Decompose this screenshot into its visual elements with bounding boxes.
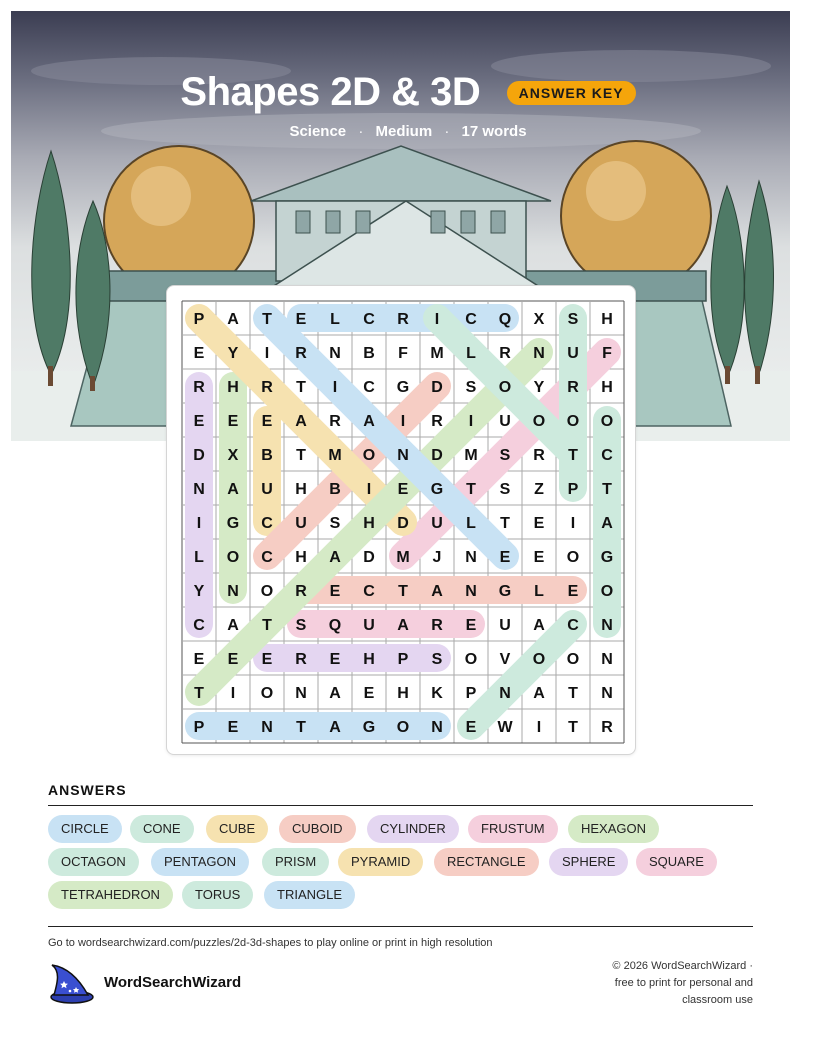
brand-name: WordSearchWizard (104, 974, 242, 991)
answer-chip-cone: CONE (130, 815, 194, 843)
grid-cell: M (430, 345, 444, 362)
grid-cell: H (295, 481, 307, 498)
word-count-label: 17 words (461, 123, 527, 140)
grid-cell: B (261, 447, 273, 464)
grid-cell: E (567, 583, 579, 600)
grid-cell: I (332, 379, 338, 396)
answer-chip-rectangle: RECTANGLE (434, 848, 539, 876)
grid-cell: C (363, 311, 375, 328)
grid-cell: D (363, 549, 375, 566)
grid-cell: O (260, 583, 274, 600)
grid-cell: U (499, 413, 511, 430)
grid-cell: G (226, 515, 240, 532)
grid-cell: J (432, 549, 442, 566)
grid-cell: N (499, 685, 511, 702)
grid-cell: I (468, 413, 474, 430)
grid-cell: A (431, 583, 443, 600)
answer-chip-sphere: SPHERE (549, 848, 628, 876)
grid-cell: T (194, 685, 204, 702)
grid-cell: T (568, 719, 578, 736)
grid-cell: B (363, 345, 375, 362)
grid-cell: G (498, 583, 512, 600)
grid-cell: R (431, 617, 443, 634)
grid-cell: X (533, 311, 545, 328)
grid-cell: M (328, 447, 342, 464)
grid-cell: N (295, 685, 307, 702)
answers-heading: ANSWERS (48, 782, 127, 798)
divider (48, 926, 753, 927)
copyright-line: free to print for personal and (614, 977, 753, 989)
grid-cell: O (498, 379, 512, 396)
grid-cell: A (227, 617, 239, 634)
grid-cell: N (601, 651, 613, 668)
divider (48, 805, 753, 806)
grid-cell: E (465, 617, 477, 634)
grid-cell: R (499, 345, 511, 362)
grid-cell: C (363, 583, 375, 600)
grid-cell: P (193, 311, 205, 328)
answer-chip-square: SQUARE (636, 848, 717, 876)
copyright-line: classroom use (682, 994, 753, 1006)
subject-label: Science (289, 123, 347, 140)
grid-cell: H (363, 651, 375, 668)
answer-chip-cube: CUBE (206, 815, 268, 843)
grid-cell: R (397, 311, 409, 328)
grid-cell: H (295, 549, 307, 566)
grid-cell: E (261, 651, 273, 668)
grid-cell: L (466, 345, 476, 362)
separator: · (444, 123, 450, 140)
grid-cell: O (566, 413, 580, 430)
grid-cell: E (295, 311, 307, 328)
grid-cell: R (261, 379, 273, 396)
grid-cell: U (567, 345, 579, 362)
grid-cell: N (465, 549, 477, 566)
grid-cell: P (567, 481, 579, 498)
grid-cell: O (566, 549, 580, 566)
grid-cell: T (296, 719, 306, 736)
grid-cell: A (329, 685, 341, 702)
grid-cell: E (363, 685, 375, 702)
grid-cell: E (397, 481, 409, 498)
grid-cell: T (500, 515, 510, 532)
grid-cell: T (602, 481, 612, 498)
grid-cell: X (227, 447, 239, 464)
grid-cell: G (600, 549, 614, 566)
grid-cell: H (363, 515, 375, 532)
grid-cell: R (295, 583, 307, 600)
grid-cell: I (366, 481, 372, 498)
separator: · (358, 123, 364, 140)
grid-cell: E (193, 345, 205, 362)
grid-cell: A (295, 413, 307, 430)
answer-key-badge: ANSWER KEY (507, 81, 636, 105)
title-row (0, 70, 816, 115)
answer-chip-pentagon: PENTAGON (151, 848, 249, 876)
grid-cell: U (295, 515, 307, 532)
grid-cell: P (397, 651, 409, 668)
grid-cell: H (397, 685, 409, 702)
grid-cell: U (499, 617, 511, 634)
grid-cell: A (227, 311, 239, 328)
grid-cell: I (536, 719, 542, 736)
grid-cell: E (227, 719, 239, 736)
grid-cell: O (600, 413, 614, 430)
grid-cell: H (601, 379, 613, 396)
grid-cell: H (601, 311, 613, 328)
grid-cell: N (465, 583, 477, 600)
page-title: Shapes 2D & 3D (180, 70, 481, 114)
grid-cell: A (363, 413, 375, 430)
grid-cell: N (601, 617, 613, 634)
grid-cell: R (533, 447, 545, 464)
grid-cell: N (193, 481, 205, 498)
answer-chip-octagon: OCTAGON (48, 848, 139, 876)
grid-cell: C (601, 447, 613, 464)
grid-cell: N (261, 719, 273, 736)
grid-cell: I (230, 685, 236, 702)
grid-cell: B (329, 481, 341, 498)
grid-cell: E (329, 583, 341, 600)
grid-cell: R (193, 379, 205, 396)
grid-cell: O (464, 651, 478, 668)
grid-cell: N (431, 719, 443, 736)
copyright-text (553, 958, 753, 1009)
puzzle-board (166, 285, 636, 755)
grid-cell: D (431, 447, 443, 464)
grid-cell: I (400, 413, 406, 430)
answer-chip-pyramid: PYRAMID (338, 848, 423, 876)
grid-cell: A (601, 515, 613, 532)
grid-cell: K (431, 685, 443, 702)
brand (48, 963, 242, 1007)
grid-cell: U (261, 481, 273, 498)
answer-chip-tetrahedron: TETRAHEDRON (48, 881, 173, 909)
grid-cell: T (568, 447, 578, 464)
grid-cell: A (329, 549, 341, 566)
grid-cell: N (329, 345, 341, 362)
grid-cell: C (567, 617, 579, 634)
grid-cell: O (362, 447, 376, 464)
grid-cell: F (398, 345, 408, 362)
grid-cell: S (465, 379, 477, 396)
grid-cell: G (430, 481, 444, 498)
grid-cell: Y (193, 583, 205, 600)
grid-cell: A (397, 617, 409, 634)
grid-cell: P (465, 685, 477, 702)
grid-cell: L (330, 311, 340, 328)
grid-cell: T (398, 583, 408, 600)
grid-cell: H (227, 379, 239, 396)
grid-cell: S (499, 447, 511, 464)
grid-cell: U (431, 515, 443, 532)
grid-cell: O (566, 651, 580, 668)
grid-cell: A (533, 617, 545, 634)
grid-cell: V (499, 651, 511, 668)
grid-cell: T (262, 311, 272, 328)
grid-cell: T (262, 617, 272, 634)
grid-cell: L (466, 515, 476, 532)
answer-chip-cuboid: CUBOID (279, 815, 356, 843)
grid-cell: Z (534, 481, 544, 498)
grid-cell: S (431, 651, 443, 668)
grid-cell: C (465, 311, 477, 328)
grid-cell: R (567, 379, 579, 396)
grid-cell: S (567, 311, 579, 328)
grid-cell: O (532, 413, 546, 430)
letter-grid (167, 286, 635, 754)
grid-cell: S (295, 617, 307, 634)
grid-cell: O (532, 651, 546, 668)
grid-cell: I (264, 345, 270, 362)
grid-cell: E (227, 413, 239, 430)
grid-cell: N (397, 447, 409, 464)
grid-cell: I (196, 515, 202, 532)
answer-chip-cylinder: CYLINDER (367, 815, 459, 843)
grid-cell: R (295, 651, 307, 668)
grid-cell: U (363, 617, 375, 634)
copyright-line: © 2026 WordSearchWizard · (612, 960, 753, 972)
grid-cell: P (193, 719, 205, 736)
grid-cell: I (570, 515, 576, 532)
grid-cell: O (226, 549, 240, 566)
grid-cell: N (533, 345, 545, 362)
grid-cell: Y (227, 345, 239, 362)
answer-chip-frustum: FRUSTUM (468, 815, 558, 843)
grid-cell: Q (328, 617, 342, 634)
grid-cell: C (261, 549, 273, 566)
grid-cell: T (296, 379, 306, 396)
difficulty-label: Medium (375, 123, 433, 140)
answer-chip-torus: TORUS (182, 881, 253, 909)
grid-cell: E (533, 515, 545, 532)
grid-cell: Q (498, 311, 512, 328)
grid-cell: E (193, 413, 205, 430)
grid-cell: T (568, 685, 578, 702)
grid-cell: Y (533, 379, 545, 396)
grid-cell: T (296, 447, 306, 464)
grid-cell: E (499, 549, 511, 566)
grid-cell: A (329, 719, 341, 736)
grid-cell: A (533, 685, 545, 702)
answer-chip-prism: PRISM (262, 848, 329, 876)
grid-cell: W (497, 719, 513, 736)
grid-cell: L (534, 583, 544, 600)
grid-cell: C (363, 379, 375, 396)
grid-cell: E (261, 413, 273, 430)
grid-cell: E (533, 549, 545, 566)
grid-cell: T (466, 481, 476, 498)
grid-cell: A (227, 481, 239, 498)
grid-cell: D (397, 515, 409, 532)
answer-chip-circle: CIRCLE (48, 815, 122, 843)
grid-cell: G (362, 719, 376, 736)
grid-cell: S (329, 515, 341, 532)
grid-cell: O (260, 685, 274, 702)
grid-cell: E (329, 651, 341, 668)
answer-chip-triangle: TRIANGLE (264, 881, 355, 909)
grid-cell: O (396, 719, 410, 736)
grid-cell: I (434, 311, 440, 328)
grid-cell: R (295, 345, 307, 362)
grid-cell: D (431, 379, 443, 396)
puzzle-meta (0, 123, 816, 140)
grid-cell: R (329, 413, 341, 430)
grid-cell: C (193, 617, 205, 634)
wizard-hat-icon (48, 963, 94, 1005)
grid-cell: M (464, 447, 478, 464)
grid-cell: E (193, 651, 205, 668)
grid-cell: L (194, 549, 204, 566)
grid-cell: E (465, 719, 477, 736)
grid-cell: S (499, 481, 511, 498)
grid-cell: G (396, 379, 410, 396)
grid-cell: N (227, 583, 239, 600)
grid-cell: M (396, 549, 410, 566)
grid-cell: O (600, 583, 614, 600)
grid-cell: R (601, 719, 613, 736)
grid-cell: E (227, 651, 239, 668)
grid-cell: F (602, 345, 612, 362)
footer-url-text: Go to wordsearchwizard.com/puzzles/2d-3d-shapes to play online or print in high resolution (48, 937, 493, 949)
grid-cell: R (431, 413, 443, 430)
grid-cell: D (193, 447, 205, 464)
grid-cell: C (261, 515, 273, 532)
answer-chip-hexagon: HEXAGON (568, 815, 659, 843)
grid-cell: N (601, 685, 613, 702)
